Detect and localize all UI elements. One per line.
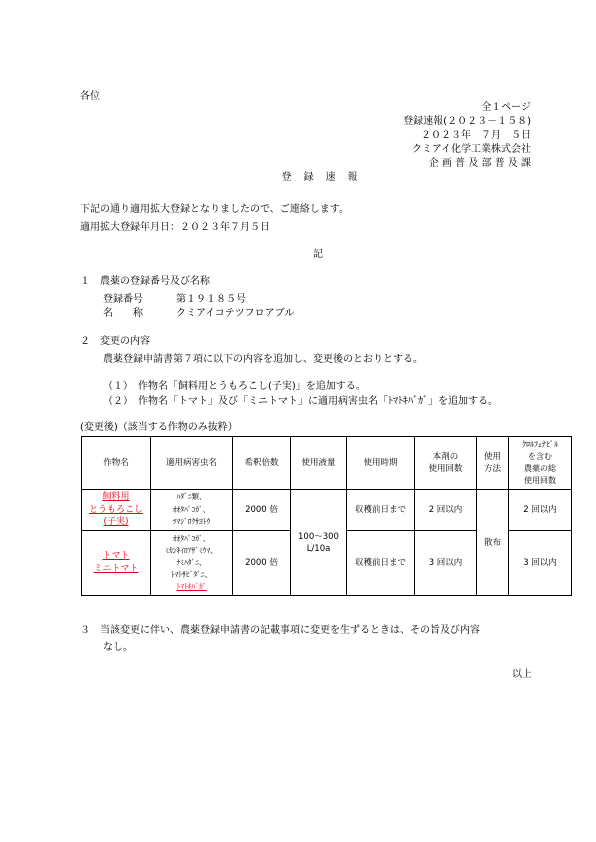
section1-heading: １ 農薬の登録番号及び名称	[80, 276, 210, 287]
bulletin-number: 登録速報(２０２３－１５８)	[403, 116, 531, 127]
method-cell: 散布	[477, 490, 509, 596]
header-crop	[82, 437, 151, 490]
volume-line: 100～300	[298, 531, 339, 542]
pest-cell	[151, 490, 233, 531]
pest-cell	[151, 531, 233, 596]
dilution-cell: 2000 倍	[233, 531, 291, 596]
header-pest-label: 適用病害虫名	[165, 458, 217, 468]
header-uses-line: 本剤の	[432, 452, 459, 462]
header-uses-line: 使用回数	[428, 464, 463, 474]
pest-name-added: ﾄﾏﾄｷﾊﾞｶﾞ	[176, 582, 207, 591]
ki-mark: 記	[313, 249, 323, 260]
volume-line: L/10a	[306, 543, 331, 554]
header-total-uses	[509, 437, 572, 490]
table-header-row	[82, 437, 572, 490]
header-total-uses-line: ｸﾛﾙﾌｪﾅﾋﾟﾙ	[522, 440, 558, 449]
header-total-uses-line: を含む	[528, 452, 552, 461]
pest-name: ｵｵﾀﾊﾞｺｶﾞ、	[172, 534, 211, 543]
application-table	[81, 436, 572, 596]
section3-line-2: なし。	[103, 642, 133, 653]
pest-name: ﾊﾀﾞﾆ類、	[176, 492, 207, 502]
crop-cell	[82, 490, 151, 531]
header-method-line: 使用	[483, 452, 501, 462]
pest-name: ﾂﾏｼﾞﾛｸｻﾖﾄｳ	[172, 517, 211, 527]
company-name: クミアイ化学工業株式会社	[411, 144, 531, 155]
pest-name: ｵｵﾀﾊﾞｺｶﾞ、	[172, 504, 211, 514]
crop-name-line: 飼料用	[102, 492, 130, 503]
timing-cell: 収穫前日まで	[347, 490, 415, 531]
uses-cell: 2 回以内	[415, 490, 477, 531]
table-caption: (変更後)（該当する作物のみ抜粋）	[80, 422, 238, 433]
page-count: 全１ページ	[481, 102, 531, 113]
header-total-uses-line: 農薬の総	[524, 464, 556, 473]
timing-cell: 収穫前日まで	[347, 531, 415, 596]
header-volume	[291, 437, 347, 490]
crop-name-line: とうもろこし	[88, 504, 143, 515]
header-dilution-label: 希釈倍数	[244, 458, 279, 468]
header-total-uses-line: 使用回数	[524, 476, 556, 485]
header-volume-label: 使用液量	[301, 458, 336, 468]
section2-body: 農薬登録申請書第７項に以下の内容を追加し、変更後のとおりとする。	[103, 354, 423, 365]
crop-name-line: (子実)	[103, 517, 129, 528]
closing-mark: 以上	[512, 669, 532, 680]
crop-cell	[82, 531, 151, 596]
section3-line-1: ３ 当該変更に伴い、農薬登録申請書の記載事項に変更を生ずるときは、その旨及び内容	[80, 625, 480, 636]
header-method	[477, 437, 509, 490]
crop-name-line: トマト	[102, 551, 130, 561]
total-uses-cell: 3 回以内	[509, 531, 572, 596]
header-dilution	[233, 437, 291, 490]
header-timing-label: 使用時期	[363, 458, 398, 468]
product-name-value: クミアイコテツフロアブル	[176, 308, 295, 319]
product-name-label: 名 称	[103, 308, 143, 319]
header-timing	[347, 437, 415, 490]
department-name: 企 画 普 及 部 普 及 課	[428, 158, 531, 169]
header-pest	[151, 437, 233, 490]
pest-name: ﾅﾐﾊﾀﾞﾆ、	[176, 558, 207, 567]
intro-line-1: 下記の通り適用拡大登録となりましたので、ご連絡します。	[80, 204, 349, 215]
dilution-cell: 2000 倍	[233, 490, 291, 531]
change-item-1: （１） 作物名「飼料用とうもろこし(子実)」を追加する。	[103, 381, 366, 392]
registration-number-label: 登録番号	[103, 294, 143, 305]
volume-cell	[291, 490, 347, 596]
issue-date: ２０２３年 ７月 ５日	[421, 130, 531, 141]
pest-name: ﾐｶﾝｷｲﾛｱｻﾞﾐｳﾏ、	[165, 546, 218, 555]
registration-number-value: 第１９１８５号	[176, 294, 246, 305]
crop-name-line: ミニトマト	[93, 564, 139, 574]
header-crop-label: 作物名	[103, 458, 129, 468]
header-method-line: 方法	[483, 464, 501, 474]
pest-name: ﾄﾏﾄｻﾋﾞﾀﾞﾆ、	[170, 570, 213, 579]
intro-registration-date: 適用拡大登録年月日：２０２３年７月５日	[80, 222, 270, 233]
section2-heading: ２ 変更の内容	[80, 336, 150, 347]
header-uses	[415, 437, 477, 490]
document-title: 登 録 速 報	[281, 172, 359, 183]
uses-cell: 3 回以内	[415, 531, 477, 596]
change-item-2: （２） 作物名「トマト」及び「ミニトマト」に適用病害虫名「ﾄﾏﾄｷﾊﾞｶﾞ」を追加する。	[103, 396, 498, 407]
table-row	[82, 490, 572, 531]
total-uses-cell: 2 回以内	[509, 490, 572, 531]
addressee: 各位	[80, 91, 100, 102]
